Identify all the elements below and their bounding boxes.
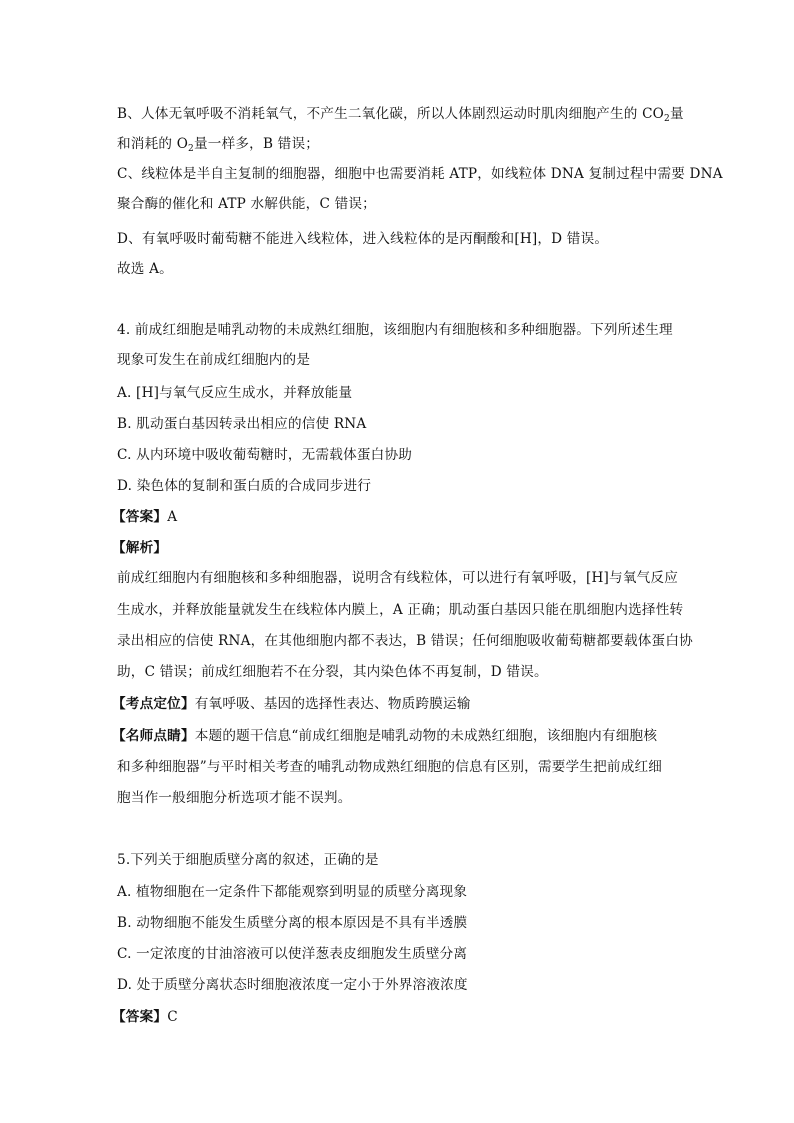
q4-option-d: D. 染色体的复制和蛋白质的合成同步进行 [117,478,372,494]
answer-value: A [167,509,178,525]
q4-analysis-line3: 录出相应的信使 RNA，在其他细胞内都不表达，B 错误；任何细胞吸收葡萄糖都要载体蛋白协 [117,633,693,649]
q4-analysis-label: 【解析】 [112,540,168,556]
answer-label: 【答案】 [112,509,168,525]
q5-option-d: D. 处于质壁分离状态时细胞液浓度一定小于外界溶液浓度 [117,977,468,993]
q4-analysis-line1: 前成红细胞内有细胞核和多种细胞器，说明含有线粒体，可以进行有氧呼吸，[H]与氧气反应 [117,570,679,586]
analysis-option-d-line: D、有氧呼吸时葡萄糖不能进入线粒体，进入线粒体的是丙酮酸和[H]，D 错误。 [117,231,609,247]
answer-label: 【答案】 [112,1009,168,1025]
q4-mingshi-line3: 胞当作一般细胞分析选项才能不误判。 [117,790,352,806]
q4-stem-line1: 4. 前成红细胞是哺乳动物的未成熟红细胞，该细胞内有细胞核和多种细胞器。下列所述生理 [117,322,673,338]
q4-answer [112,507,177,527]
analysis-option-c-line2: 聚合酶的催化和 ATP 水解供能，C 错误； [117,196,376,212]
analysis-option-b-line1: B、人体无氧呼吸不消耗氧气，不产生二氧化碳，所以人体剧烈运动时肌肉细胞产生的 $CO_2$量 [117,106,684,124]
analysis-option-b-line2: 和消耗的 $O_2$量一样多，B 错误； [117,136,320,154]
analysis-conclusion: 故选 A。 [117,261,173,277]
q5-option-c: C. 一定浓度的甘油溶液可以使洋葱表皮细胞发生质壁分离 [117,946,468,962]
subscript-2: 2 [664,114,670,124]
q5-option-a: A. 植物细胞在一定条件下都能观察到明显的质壁分离现象 [117,884,468,900]
q4-analysis-line4: 助，C 错误；前成红细胞若不在分裂，其内染色体不再复制，D 错误。 [117,664,548,680]
q4-option-a: A. [H]与氧气反应生成水，并释放能量 [117,385,353,401]
subscript-2: 2 [188,144,194,154]
q4-stem-line2: 现象可发生在前成红细胞内的是 [117,352,311,368]
q4-option-b: B. 肌动蛋白基因转录出相应的信使 RNA [117,416,367,432]
q4-mingshi-line1 [112,726,657,746]
answer-value: C [167,1009,178,1025]
mingshi-text: 本题的题干信息“前成红细胞是哺乳动物的未成熟红细胞，该细胞内有细胞核 [194,728,658,744]
q5-answer [112,1007,178,1027]
q5-stem: 5.下列关于细胞质壁分离的叙述，正确的是 [117,852,379,868]
q4-analysis-line2: 生成水，并释放能量就发生在线粒体内膜上，A 正确；肌动蛋白基因只能在肌细胞内选择性转 [117,602,684,618]
q4-option-c: C. 从内环境中吸收葡萄糖时，无需载体蛋白协助 [117,447,413,463]
mingshi-label: 【名师点睛】 [112,728,195,744]
kaodian-label: 【考点定位】 [112,696,195,712]
analysis-option-c-line1: C、线粒体是半自主复制的细胞器，细胞中也需要消耗 ATP，如线粒体 DNA 复制过程中需要 DNA [117,166,723,182]
kaodian-text: 有氧呼吸、基因的选择性表达、物质跨膜运输 [194,696,471,712]
q5-option-b: B. 动物细胞不能发生质壁分离的根本原因是不具有半透膜 [117,915,468,931]
q4-mingshi-line2: 和多种细胞器”与平时相关考查的哺乳动物成熟红细胞的信息有区别，需要学生把前成红细 [117,759,663,775]
q4-kaodian [112,694,471,714]
